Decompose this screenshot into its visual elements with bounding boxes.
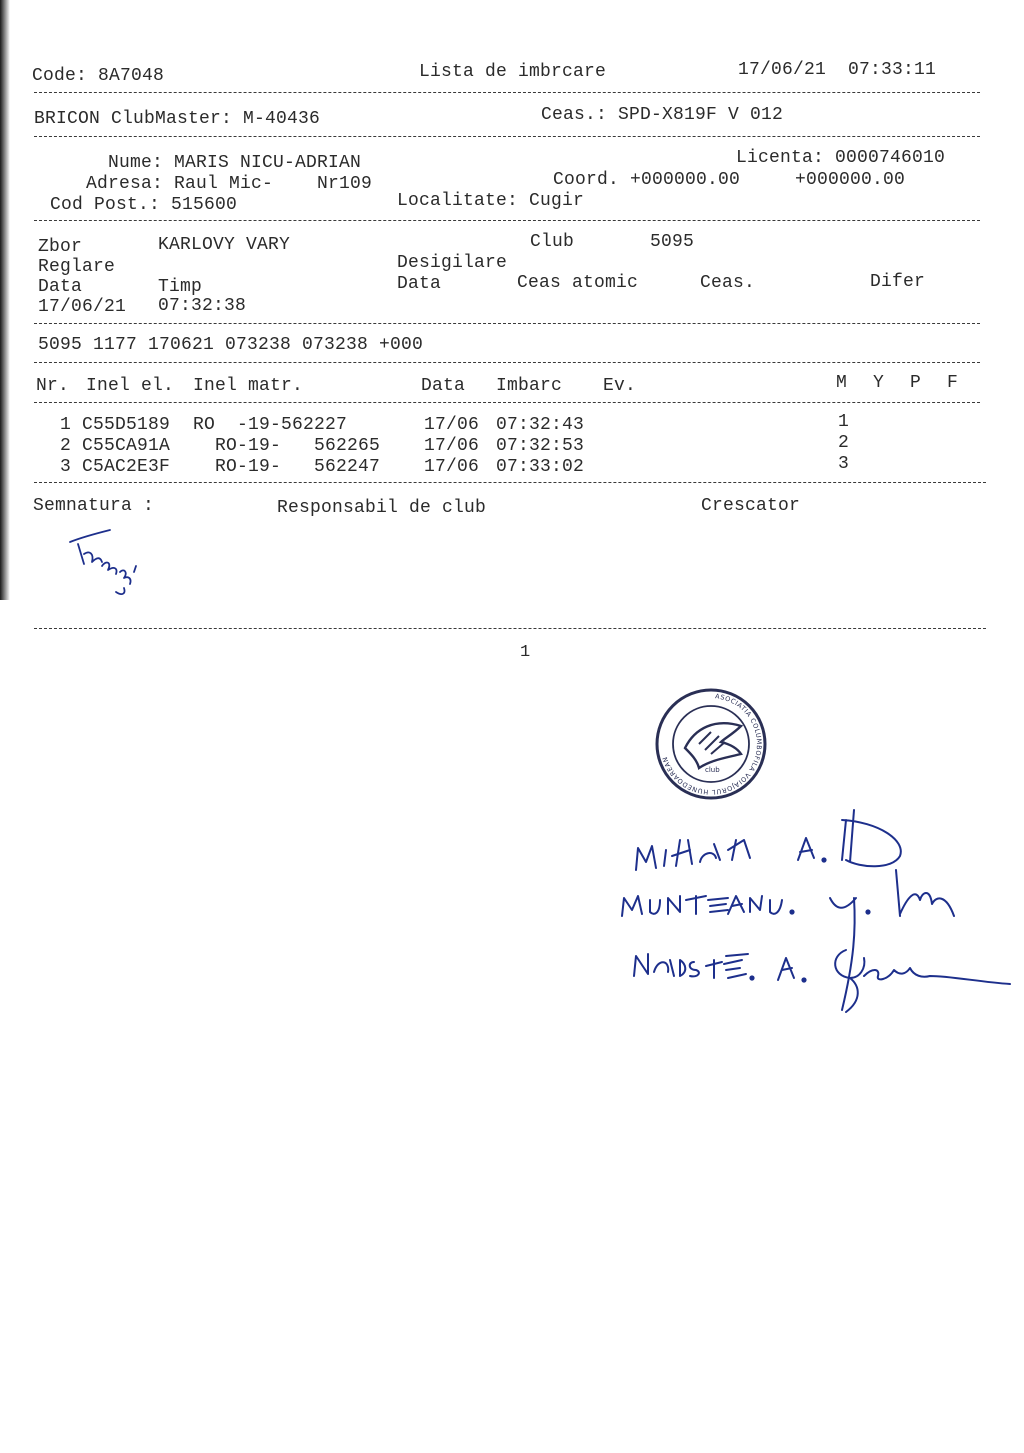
cell-inel-matr: RO -19-562227 [193,415,348,435]
data-label: Data [38,277,83,297]
divider [34,362,980,363]
data2-label: Data [397,274,442,294]
club-responsible-label: Responsabil de club [277,498,487,518]
divider [34,628,986,629]
breeder-signature-scribble [62,522,152,606]
col-f: F [947,373,959,393]
timp-label: Timp [158,277,203,297]
table-row [0,433,1024,458]
cell-imbarc: 07:32:43 [496,415,585,435]
scan-edge-shadow [0,0,10,600]
reglare-label: Reglare [38,257,116,277]
cell-imbarc: 07:33:02 [496,457,585,477]
col-nr: Nr. [36,376,70,396]
col-data: Data [421,376,466,396]
owner-license: Licenta: 0000746010 [736,148,946,168]
divider [34,323,980,324]
divider [34,92,980,93]
divider [34,220,980,221]
breeder-label: Crescator [701,496,801,516]
col-p: P [910,373,922,393]
owner-name: Nume: MARIS NICU-ADRIAN [108,153,362,173]
stamp-ring-text: ASOCIATIA COLUMBOFILA VOIAJORUL HUNEDOAREAN [660,692,764,797]
club-label: Club [530,232,575,252]
code-label: Code: 8A7048 [32,66,165,86]
divider [34,482,986,483]
cell-data: 17/06 [424,415,480,435]
ceas-atomic-label: Ceas atomic [517,273,639,293]
col-ev: Ev. [603,376,637,396]
club-stamp-seal [655,688,767,800]
cell-data: 17/06 [424,457,480,477]
owner-address: Adresa: Raul Mic- Nr109 [86,174,373,194]
ceas-label: Ceas.: SPD-X819F V 012 [541,105,784,125]
cell-nr: 3 [60,457,72,477]
col-inel-matr: Inel matr. [193,376,304,396]
owner-postal-code: Cod Post.: 515600 [50,195,238,215]
reglare-date: 17/06/21 [38,297,127,317]
col-m: M [836,373,848,393]
divider [34,136,980,137]
cell-m: 1 [838,412,850,432]
col-inel-el: Inel el. [86,376,175,396]
divider [34,402,980,403]
cell-nr: 2 [60,436,72,456]
owner-locality: Localitate: Cugir [397,191,585,211]
cell-inel-el: C55CA91A [82,436,171,456]
clubmaster-label: BRICON ClubMaster: M-40436 [34,109,321,129]
table-row [0,412,1024,437]
ceas2-label: Ceas. [700,273,756,293]
club-value: 5095 [650,232,695,252]
document-title: Lista de imbrcare [419,62,607,82]
code-line: 5095 1177 170621 073238 073238 +000 [38,335,424,355]
committee-handwritten-signatures [610,800,1020,1020]
zbor-label: Zbor [38,237,83,257]
print-datetime: 17/06/21 07:33:11 [738,60,937,80]
page-number: 1 [520,643,531,662]
owner-coordinates: Coord. +000000.00 +000000.00 [553,170,906,190]
table-row [0,454,1024,479]
cell-m: 2 [838,433,850,453]
desigilare-label: Desigilare [397,253,508,273]
cell-inel-el: C55D5189 [82,415,171,435]
cell-nr: 1 [60,415,72,435]
col-imbarc: Imbarc [496,376,563,396]
col-y: Y [873,373,885,393]
cell-imbarc: 07:32:53 [496,436,585,456]
signature-label: Semnatura : [33,496,155,516]
stamp-center-text: club [705,766,720,774]
reglare-time: 07:32:38 [158,296,247,316]
difer-label: Difer [870,272,926,292]
zbor-value: KARLOVY VARY [158,235,291,255]
cell-data: 17/06 [424,436,480,456]
cell-inel-matr: RO-19- 562247 [215,457,381,477]
cell-inel-el: C5AC2E3F [82,457,171,477]
cell-m: 3 [838,454,850,474]
cell-inel-matr: RO-19- 562265 [215,436,381,456]
